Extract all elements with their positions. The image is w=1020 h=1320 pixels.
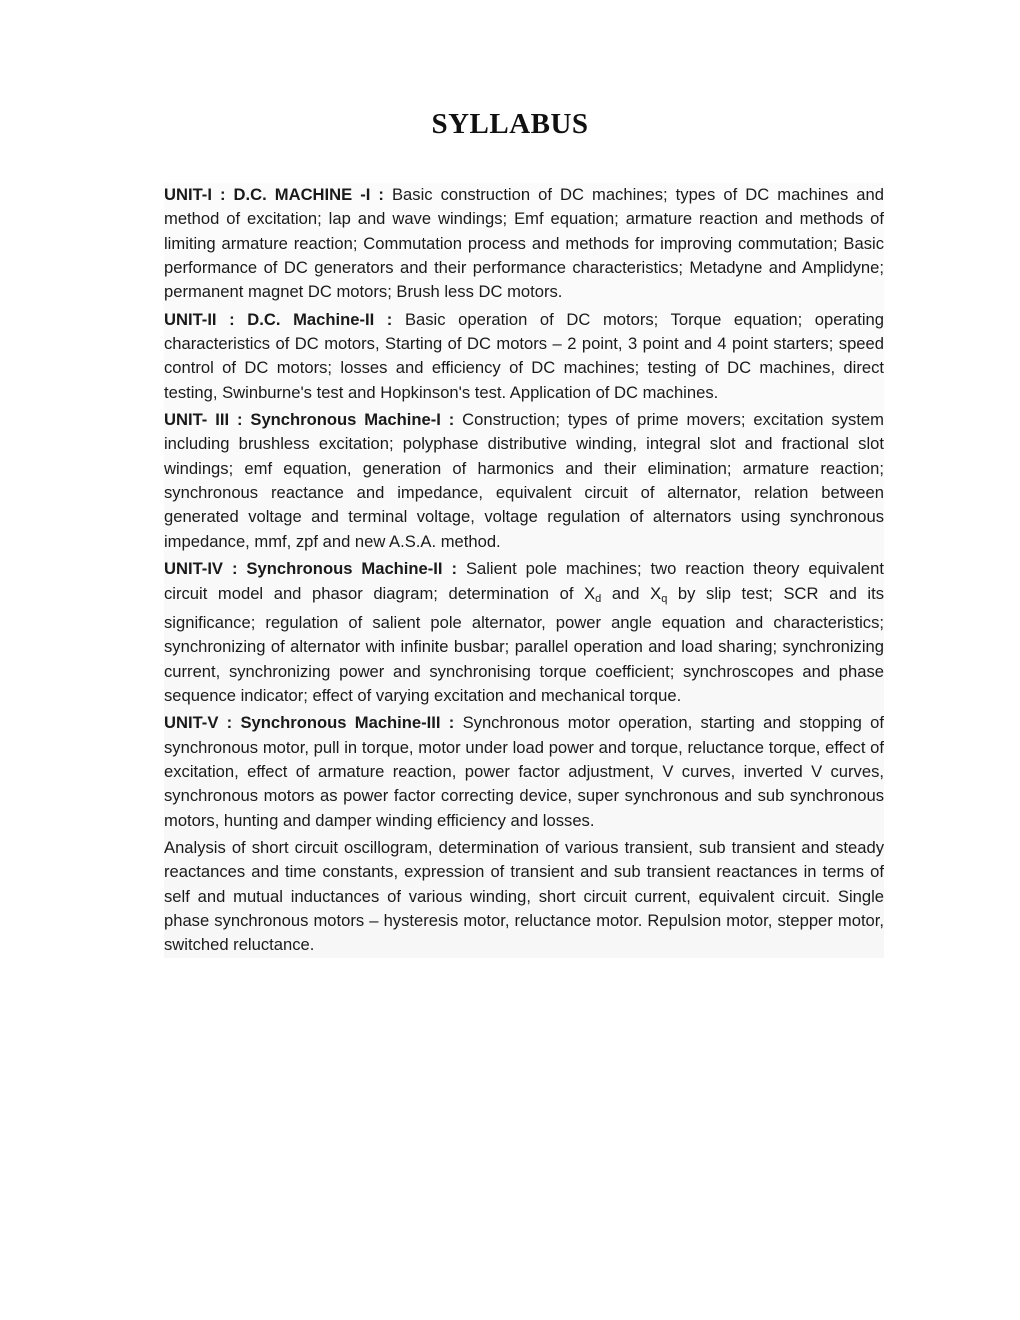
unit-1-heading: UNIT-I : D.C. MACHINE -I : xyxy=(164,185,392,204)
page-title: SYLLABUS xyxy=(431,108,589,140)
subscript-q: q xyxy=(661,592,668,605)
unit-2-heading: UNIT-II : D.C. Machine-II : xyxy=(164,309,405,329)
unit-3-text: Construction; types of prime movers; excitation system including brushless excitation; polyphase distributive winding, integral slot and fractional slot windings; emf equation, generation of harmonics and their elimination; armature reaction; synchronous reactance and impedance, equivalent circuit of alternator, relation between generated voltage and terminal voltage, voltage regulation of alternators using synchronous impedance, mmf, zpf and new A.S.A. method. xyxy=(164,410,884,551)
unit-3 xyxy=(164,408,884,554)
unit-4-text-c: by slip test; SCR and its significance; regulation of salient pole alternator, power angle equation and characteristics; synchronizing of alternator with infinite busbar; parallel operation and load sharing; synchronizing current, synchronizing power and synchronising torque coefficient; synchroscopes and phase sequence indicator; effect of varying excitation and mechanical torque. xyxy=(164,583,884,705)
unit-2-text: Basic operation of DC motors; Torque equation; operating characteristics of DC motors, Starting of DC motors – 2 point, 3 point and 4 point starters; speed control of DC motors; losses and efficiency of DC machines; testing of DC machines, direct testing, Swinburne's test and Hopkinson's test. Application of DC machines. xyxy=(164,309,884,402)
unit-2 xyxy=(164,308,884,405)
unit-4-text-b: and X xyxy=(601,583,662,603)
closing-paragraph: Analysis of short circuit oscillogram, determination of various transient, sub transient and steady reactances and time constants, expression of transient and sub transient reactances in terms of self and mutual inductances of various winding, short circuit current, equivalent circuit. Single phase synchronous motors – hysteresis motor, reluctance motor. Repulsion motor, stepper motor, switched reluctance. xyxy=(164,837,884,955)
unit-1 xyxy=(164,183,884,305)
unit-4-text-a: Salient pole machines; two reaction theory equivalent circuit model and phasor diagram; determination of X xyxy=(164,559,884,603)
unit-5 xyxy=(164,711,884,833)
unit-3-heading: UNIT- III : Synchronous Machine-I : xyxy=(164,410,463,430)
subscript-d: d xyxy=(595,592,602,605)
unit-4-heading: UNIT-IV : Synchronous Machine-II : xyxy=(164,559,466,579)
unit-1-text: Basic construction of DC machines; types of DC machines and method of excitation; lap and wave windings; Emf equation; armature reaction and methods of limiting armature reaction; Commutation process and methods for improving commutation; Basic performance of DC generators and their performance characteristics; Metadyne and Amplidyne; permanent magnet DC motors; Brush less DC motors. xyxy=(164,185,884,302)
unit-5-text: Synchronous motor operation, starting and stopping of synchronous motor, pull in torque, motor under load power and torque, reluctance torque, effect of excitation, effect of armature reaction, power factor adjustment, V curves, inverted V curves, synchronous motors as power factor correcting device, super synchronous and sub synchronous motors, hunting and damper winding efficiency and losses. xyxy=(164,713,884,830)
syllabus-body xyxy=(164,183,884,958)
unit-4 xyxy=(164,557,884,708)
unit-5-heading: UNIT-V : Synchronous Machine-III : xyxy=(164,713,463,733)
